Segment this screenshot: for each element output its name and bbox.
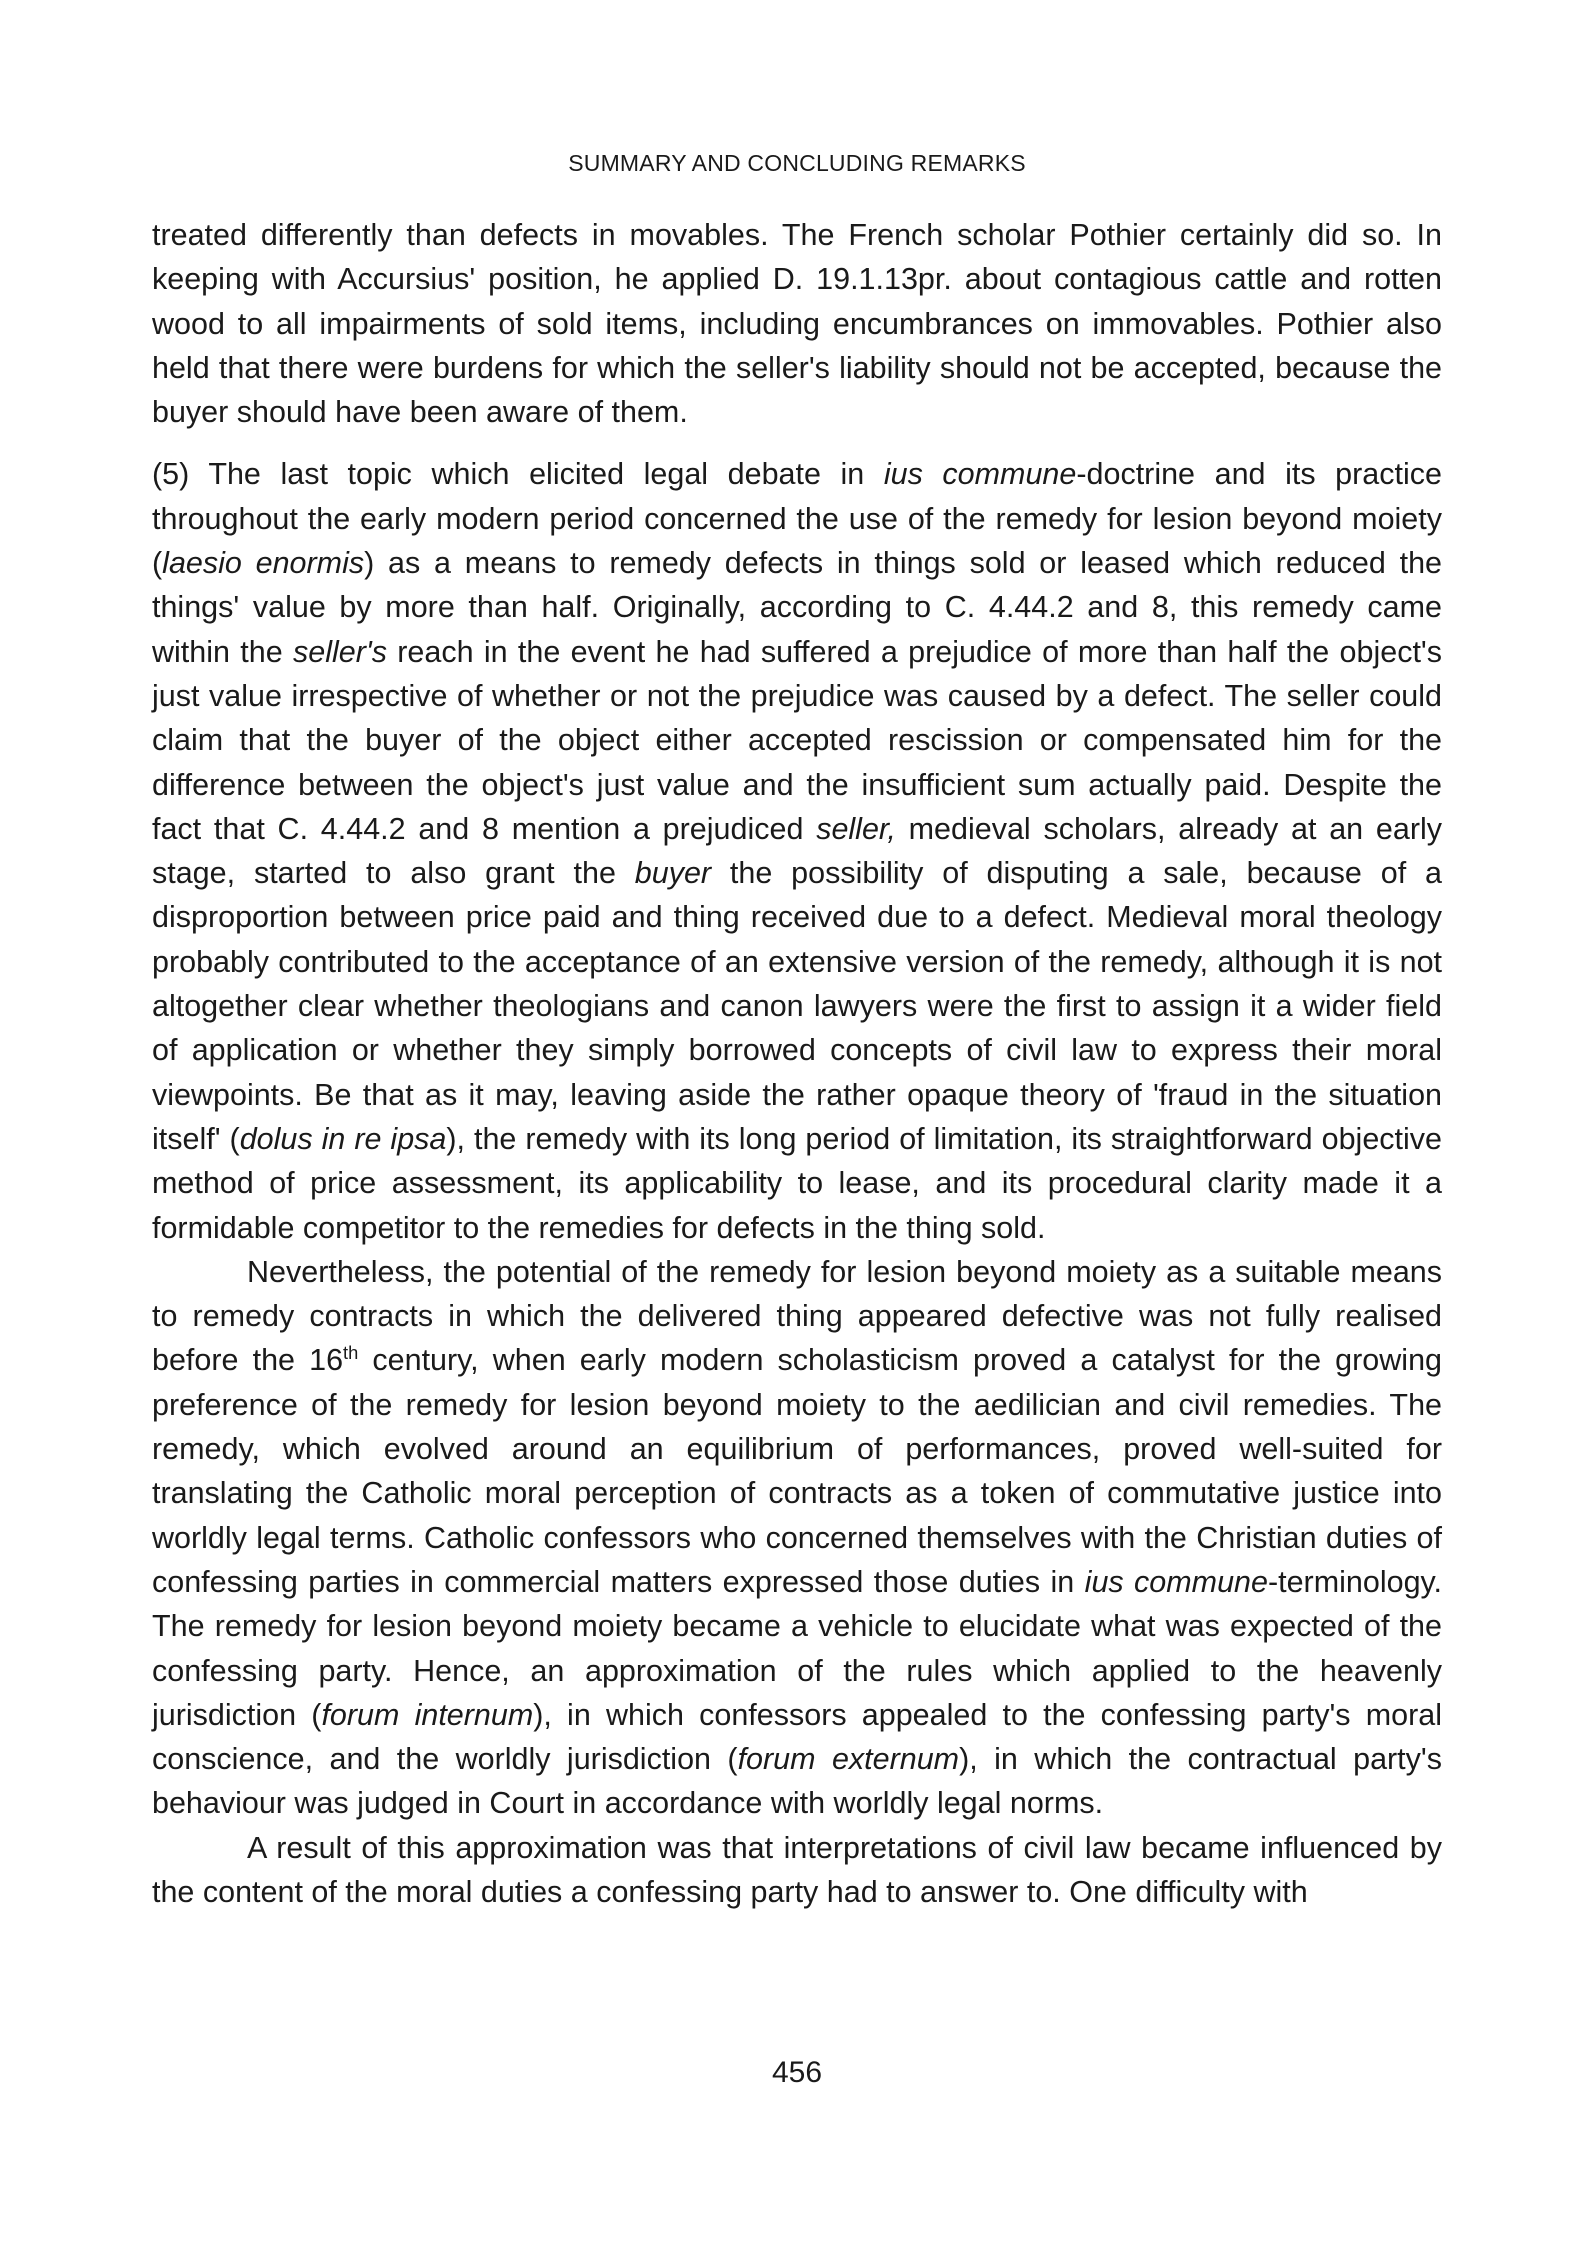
running-header: SUMMARY AND CONCLUDING REMARKS xyxy=(568,150,1026,176)
italic-term: ius commune xyxy=(883,457,1077,492)
text-run: reach in the event he had suffered a prejudice of more than half the object's just value irrespective of whether or not the prejudice was caused by a defect. The seller could claim that the buyer of the object either accepted rescission or compensated him for the difference between the object's just value and the insufficient sum actually paid. Despite the fact that C. 4.44.2 and 8 mention a prejudiced xyxy=(152,634,1442,846)
text-run: century, when early modern scholasticism proved a catalyst for the growing preference of the remedy for lesion beyond moiety to the aedilician and civil remedies. The remedy, which evolved around an equilibrium of performances, proved well-suited for translating the Catholic moral perception of contracts as a token of commutative justice into worldly legal terms. Catholic confessors who concerned themselves with the Christian duties of confessing parties in commercial matters expressed those duties in xyxy=(152,1343,1442,1599)
text-run: ), in which the contractual party's behaviour was judged in Court in accordance with worldly legal norms. xyxy=(152,1742,1442,1821)
italic-term: forum internum xyxy=(321,1697,534,1732)
paragraph-result xyxy=(152,1826,1442,1915)
italic-term: seller's xyxy=(292,634,387,669)
text-run: Nevertheless, the potential of the remedy for lesion beyond moiety as a suitable means to remedy contracts in which the delivered thing appeared defective was not fully realised before the 16 xyxy=(152,1254,1442,1378)
superscript: th xyxy=(343,1342,359,1364)
paragraph-continuation xyxy=(152,213,1442,434)
text-run: medieval scholars, already at an early stage, started to also grant the xyxy=(152,811,1443,891)
italic-term: seller, xyxy=(816,811,896,846)
italic-term: forum externum xyxy=(737,1742,960,1777)
text-run: the possibility of disputing a sale, because of a disproportion between price paid and thing received due to a defect. Medieval moral theology probably contributed to the acceptance of an extensive version of the remedy, although it is not altogether clear whether theologians and canon lawyers were the first to assign it a wider field of application or whether they simply borrowed concepts of civil law to express their moral viewpoints. Be that as it may, leaving aside the rather opaque theory of 'fraud in the situation itself' ( xyxy=(152,856,1442,1156)
paragraph-item-5 xyxy=(152,452,1442,1249)
text-run: -doctrine and its practice throughout the early modern period concerned the use of the remedy for lesion beyond moiety ( xyxy=(152,457,1442,581)
paragraph-nevertheless xyxy=(152,1250,1442,1826)
text-run: ), the remedy with its long period of limitation, its straightforward objective method of price assessment, its applicability to lease, and its procedural clarity made it a formidable competitor to the remedies for defects in the thing sold. xyxy=(152,1121,1442,1245)
italic-term: ius commune xyxy=(1084,1564,1268,1599)
italic-term: buyer xyxy=(634,856,712,891)
text-run: ) as a means to remedy defects in things sold or leased which reduced the things' value by more than half. Originally, according to C. 4.44.2 and 8, this remedy came within the xyxy=(152,546,1442,669)
body-text xyxy=(152,213,1442,1914)
text-run: A result of this approximation was that interpretations of civil law became influenced by the content of the moral duties a confessing party had to answer to. One difficulty with xyxy=(152,1830,1442,1909)
text-run: (5) The last topic which elicited legal debate in xyxy=(152,457,884,492)
text-run: -terminology. The remedy for lesion beyond moiety became a vehicle to elucidate what was expected of the confessing party. Hence, an approximation of the rules which applied to the heavenly jurisdiction ( xyxy=(152,1564,1442,1732)
text-run: treated differently than defects in movables. The French scholar Pothier certainly did so. In keeping with Accursius' position, he applied D. 19.1.13pr. about contagious cattle and rotten wood to all impairments of sold items, including encumbrances on immovables. Pothier also held that there were burdens for which the seller's liability should not be accepted, because the buyer should have been aware of them. xyxy=(152,218,1442,430)
italic-term: dolus in re ipsa xyxy=(239,1121,447,1156)
page-number: 456 xyxy=(771,2056,823,2089)
italic-term: laesio enormis xyxy=(162,546,365,581)
text-run: ), in which confessors appealed to the confessing party's moral conscience, and the worldly jurisdiction ( xyxy=(152,1697,1443,1777)
